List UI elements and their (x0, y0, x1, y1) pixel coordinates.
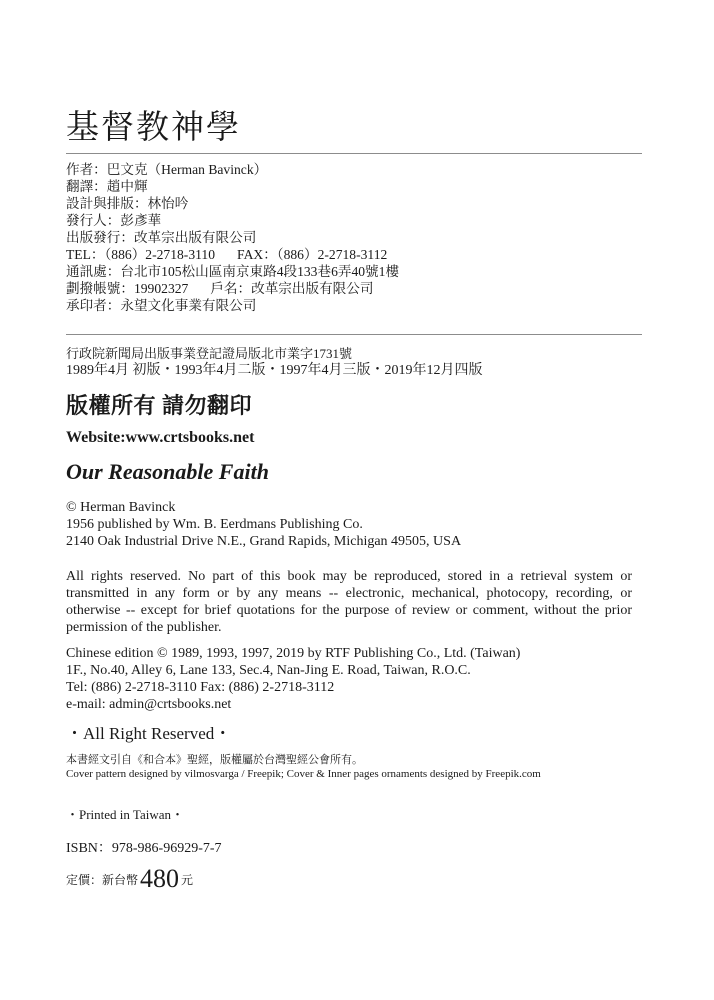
chinese-edition-line2: 1F., No.40, Alley 6, Lane 133, Sec.4, Nan-Jing E. Road, Taiwan, R.O.C. (66, 663, 471, 678)
book-title: 基督教神學 (66, 110, 241, 146)
credits-block (66, 161, 399, 314)
all-right-reserved: ・All Right Reserved・ (66, 724, 232, 743)
price-line (66, 866, 193, 893)
original-address: 2140 Oak Industrial Drive N.E., Grand Rapids, Michigan 49505, USA (66, 534, 462, 549)
divider-top (66, 153, 642, 154)
chinese-edition-line1: Chinese edition © 1989, 1993, 1997, 2019 by RTF Publishing Co., Ltd. (Taiwan) (66, 646, 521, 661)
divider-middle (66, 334, 642, 335)
price-amount: 480 (140, 864, 180, 893)
original-publisher: 1956 published by Wm. B. Eerdmans Publishing Co. (66, 517, 363, 532)
phone-fax-line (66, 246, 399, 263)
notes-block (66, 753, 541, 781)
account-name: 戶名：改革宗出版有限公司 (210, 281, 374, 296)
price-label: 定價：新台幣 (66, 873, 139, 887)
rights-notice-block (66, 568, 632, 636)
rights-notice: All rights reserved. No part of this book may be reproduced, stored in a retrieval system or transmitted in any form or by any means -- electronic, mechanical, photocopy, recording, or otherwise -- except for brief quotations for the purpose of review or comment, without the prior permission of the publisher. (66, 569, 632, 635)
account-number: 劃撥帳號：19902327 (66, 281, 189, 296)
fax-text: FAX：（886）2-2718-3112 (237, 247, 388, 262)
editions-line: 1989年4月 初版・1993年4月二版・1997年4月三版・2019年12月四版 (66, 363, 483, 378)
chinese-edition-email: e-mail: admin@crtsbooks.net (66, 697, 232, 712)
cover-credit-note: Cover pattern designed by vilmosvarga / Freepik; Cover & Inner pages ornaments designed by Freepik.com (66, 768, 541, 780)
printed-in-taiwan: ・Printed in Taiwan・ (66, 807, 185, 822)
publisher-line: 出版發行：改革宗出版有限公司 (66, 230, 257, 245)
scripture-note: 本書經文引自《和合本》聖經，版權屬於台灣聖經公會所有。 (66, 754, 363, 766)
chinese-edition-block (66, 645, 632, 713)
translator-line: 翻譯：趙中輝 (66, 179, 148, 194)
publisher-person-line: 發行人：彭彥華 (66, 213, 162, 228)
printer-line: 承印者：永望文化事業有限公司 (66, 298, 257, 313)
address-line: 通訊處：台北市105松山區南京東路4段133巷6弄40號1樓 (66, 264, 400, 279)
price-unit: 元 (181, 873, 194, 887)
design-line: 設計與排版：林怡吟 (66, 196, 189, 211)
author-line: 作者：巴文克（Herman Bavinck） (66, 162, 268, 177)
original-copyright: © Herman Bavinck (66, 500, 176, 515)
original-edition-block (66, 499, 632, 550)
rights-reserved-zh: 版權所有 請勿翻印 (66, 393, 253, 418)
registration-line: 行政院新聞局出版事業登記證局版北市業字1731號 (66, 346, 353, 361)
isbn-line: ISBN：978-986-96929-7-7 (66, 841, 222, 856)
website-line: Website:www.crtsbooks.net (66, 429, 255, 446)
chinese-edition-line3: Tel: (886) 2-2718-3110 Fax: (886) 2-2718-3112 (66, 680, 335, 695)
english-title: Our Reasonable Faith (66, 459, 269, 484)
tel-text: TEL：（886）2-2718-3110 (66, 247, 216, 262)
account-line (66, 280, 399, 297)
